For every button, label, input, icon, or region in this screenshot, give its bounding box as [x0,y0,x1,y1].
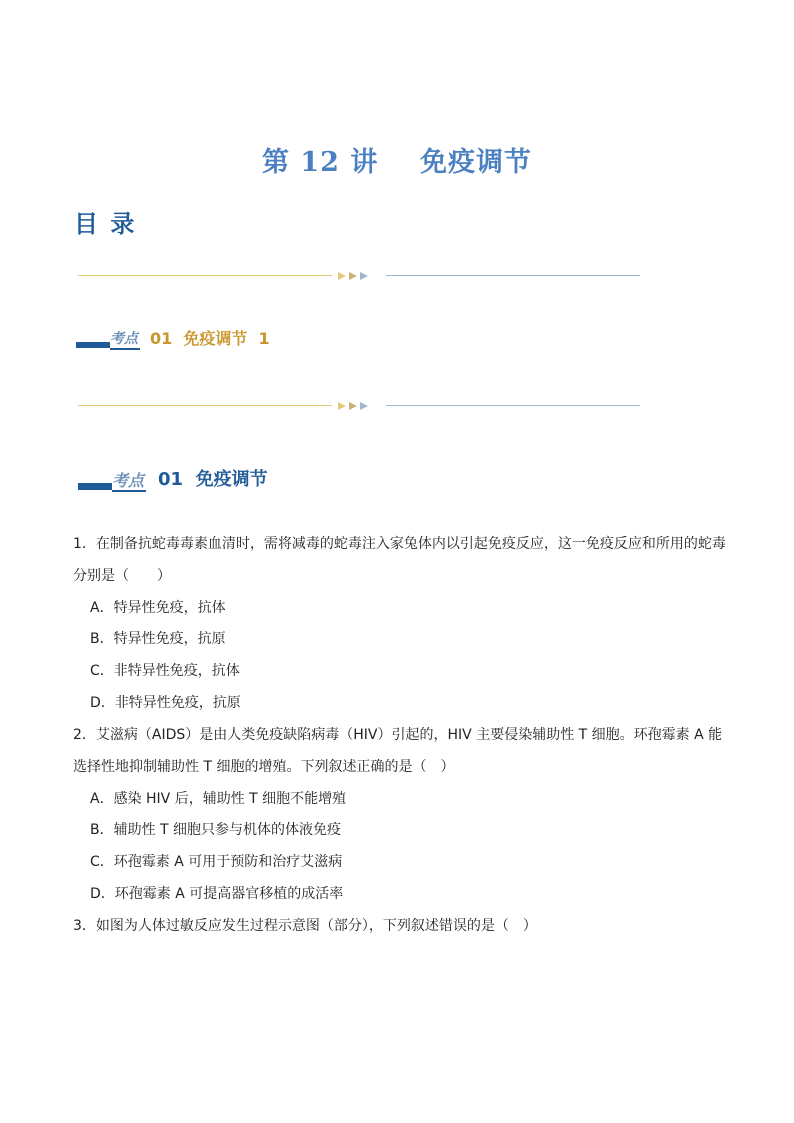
question-1-option-c: C．非特异性免疫，抗体 [90,663,240,679]
question-1-option-a: A．特异性免疫，抗体 [90,600,226,616]
toc-divider-bottom [78,400,640,412]
question-3-line-1: 3．如图为人体过敏反应发生过程示意图（部分），下列叙述错误的是（ ） [73,918,537,934]
tag-badge [76,332,140,350]
question-2-option-a: A．感染 HIV 后，辅助性 T 细胞不能增殖 [90,791,347,807]
triple-arrow-icon [338,400,378,412]
question-1-line-1: 1．在制备抗蛇毒毒素血清时，需将减毒的蛇毒注入家兔体内以引起免疫反应，这一免疫反应和所用的蛇毒 [73,536,726,552]
question-2-line-1: 2．艾滋病（AIDS）是由人类免疫缺陷病毒（HIV）引起的，HIV 主要侵染辅助性 T 细胞。环孢霉素 A 能 [73,727,723,743]
toc-divider-top [78,270,640,282]
toc-entry-text: 01 免疫调节 1 [150,329,270,348]
question-2-option-d: D．环孢霉素 A 可提高器官移植的成活率 [90,886,344,902]
tag-label: 考点 [112,471,145,490]
tag-bar-icon [76,342,110,348]
question-1-line-2: 分别是（ ） [73,568,171,584]
triple-arrow-icon [338,270,378,282]
question-2-line-2: 选择性地抑制辅助性 T 细胞的增殖。下列叙述正确的是（ ） [73,759,455,775]
page-title: 第 12 讲 免疫调节 [262,147,532,178]
question-1-option-d: D．非特异性免疫，抗原 [90,695,241,711]
section-heading-text: 01 免疫调节 [158,469,268,490]
question-1-option-b: B．特异性免疫，抗原 [90,631,226,647]
section-heading [78,468,268,492]
tag-badge [78,471,146,492]
tag-label: 考点 [110,330,140,350]
question-2-option-b: B．辅助性 T 细胞只参与机体的体液免疫 [90,822,342,838]
tag-bar-icon [78,483,112,490]
question-2-option-c: C．环孢霉素 A 可用于预防和治疗艾滋病 [90,854,343,870]
toc-entry-link[interactable] [76,328,270,350]
toc-heading: 目 录 [74,210,137,238]
